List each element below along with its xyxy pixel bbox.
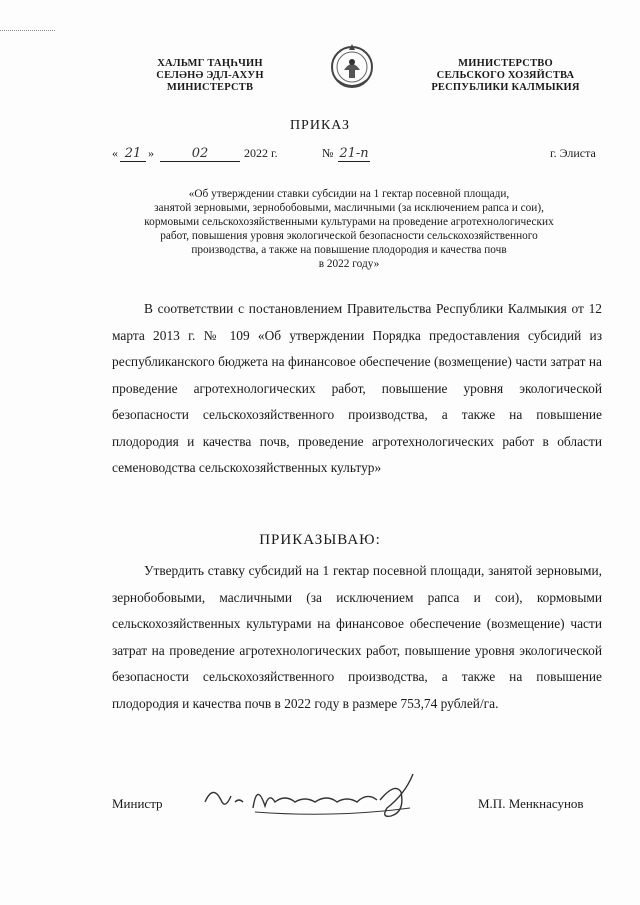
subject-line: занятой зерновыми, зернобобовыми, масличными (за исключением рапса и сои), xyxy=(154,202,544,214)
preamble-paragraph xyxy=(112,296,602,482)
order-text: Утвердить ставку субсидий на 1 гектар посевной площади, занятой зерновыми, зернобобовыми, масличными (за исключением рапса и сои), кормовыми сельскохозяйственных культурами на финансовое обеспечение (возмещение) части затрат на проведение агротехнологических работ, повышение уровня экологической безопасности сельскохозяйственного производства, а также на повышение плодородия и качества почв в 2022 году в размере 753,74 рублей/га. xyxy=(112,563,602,711)
signatory-name: М.П. Менкнасунов xyxy=(478,796,584,811)
date-year: 2022 г. xyxy=(244,146,278,160)
place: г. Элиста xyxy=(550,146,596,160)
document-title: ПРИКАЗ xyxy=(289,118,351,133)
handwritten-signature xyxy=(195,772,435,827)
order-paragraph xyxy=(112,558,602,717)
date-month: 02 xyxy=(160,146,240,162)
scan-artifact xyxy=(0,30,55,31)
signature-block xyxy=(0,790,640,830)
subject-line: работ, повышения уровня экологической безопасности сельскохозяйственного xyxy=(160,230,538,242)
date-close-quote: » xyxy=(148,146,154,160)
subject-line: «Об утверждении ставки субсидии на 1 гектар посевной площади, xyxy=(188,188,510,200)
preamble-text: В соответствии с постановлением Правительства Республики Калмыкия от 12 марта 2013 г. № 109 «Об утверждении Порядка предоставления субсидий из республиканского бюджета на финансовое обеспечение (возмещение) части затрат на проведение агротехнологических работ, повышение уровня экологической безопасности сельскохозяйственного производства, а также на повышение плодородия и качества почв, проведение агротехнологических работ в области семеноводства сельскохозяйственных культур» xyxy=(112,301,602,475)
subject-line: в 2022 году» xyxy=(318,258,380,270)
date-day: 21 xyxy=(120,146,146,162)
header-left-line: МИНИСТЕРСТВ xyxy=(166,82,254,93)
header-left-kalmyk xyxy=(140,58,280,94)
subject-line: кормовыми сельскохозяйственными культурами на проведение агротехнологических xyxy=(144,216,554,228)
date-number-line xyxy=(0,146,640,164)
date-open-quote: « xyxy=(112,146,118,160)
document-subject xyxy=(118,187,580,271)
order-heading: ПРИКАЗЫВАЮ: xyxy=(259,532,381,548)
signatory-post: Министр xyxy=(112,796,163,811)
header-left-line: СЕЛӘНӘ ЭДЛ-АХУН xyxy=(156,70,264,81)
header-right-russian xyxy=(418,58,593,94)
header-right-line: СЕЛЬСКОГО ХОЗЯЙСТВА xyxy=(436,70,575,81)
subject-line: производства, а также на повышение плодородия и качества почв xyxy=(191,244,507,256)
header-right-line: МИНИСТЕРСТВО xyxy=(458,58,553,69)
header-left-line: ХАЛЬМГ ТАҢҺЧИН xyxy=(157,58,263,69)
number-prefix: № xyxy=(322,146,334,160)
header-right-line: РЕСПУБЛИКИ КАЛМЫКИЯ xyxy=(431,82,580,93)
number-value: 21-п xyxy=(339,146,369,161)
kalmykia-coat-of-arms-icon xyxy=(329,40,375,94)
